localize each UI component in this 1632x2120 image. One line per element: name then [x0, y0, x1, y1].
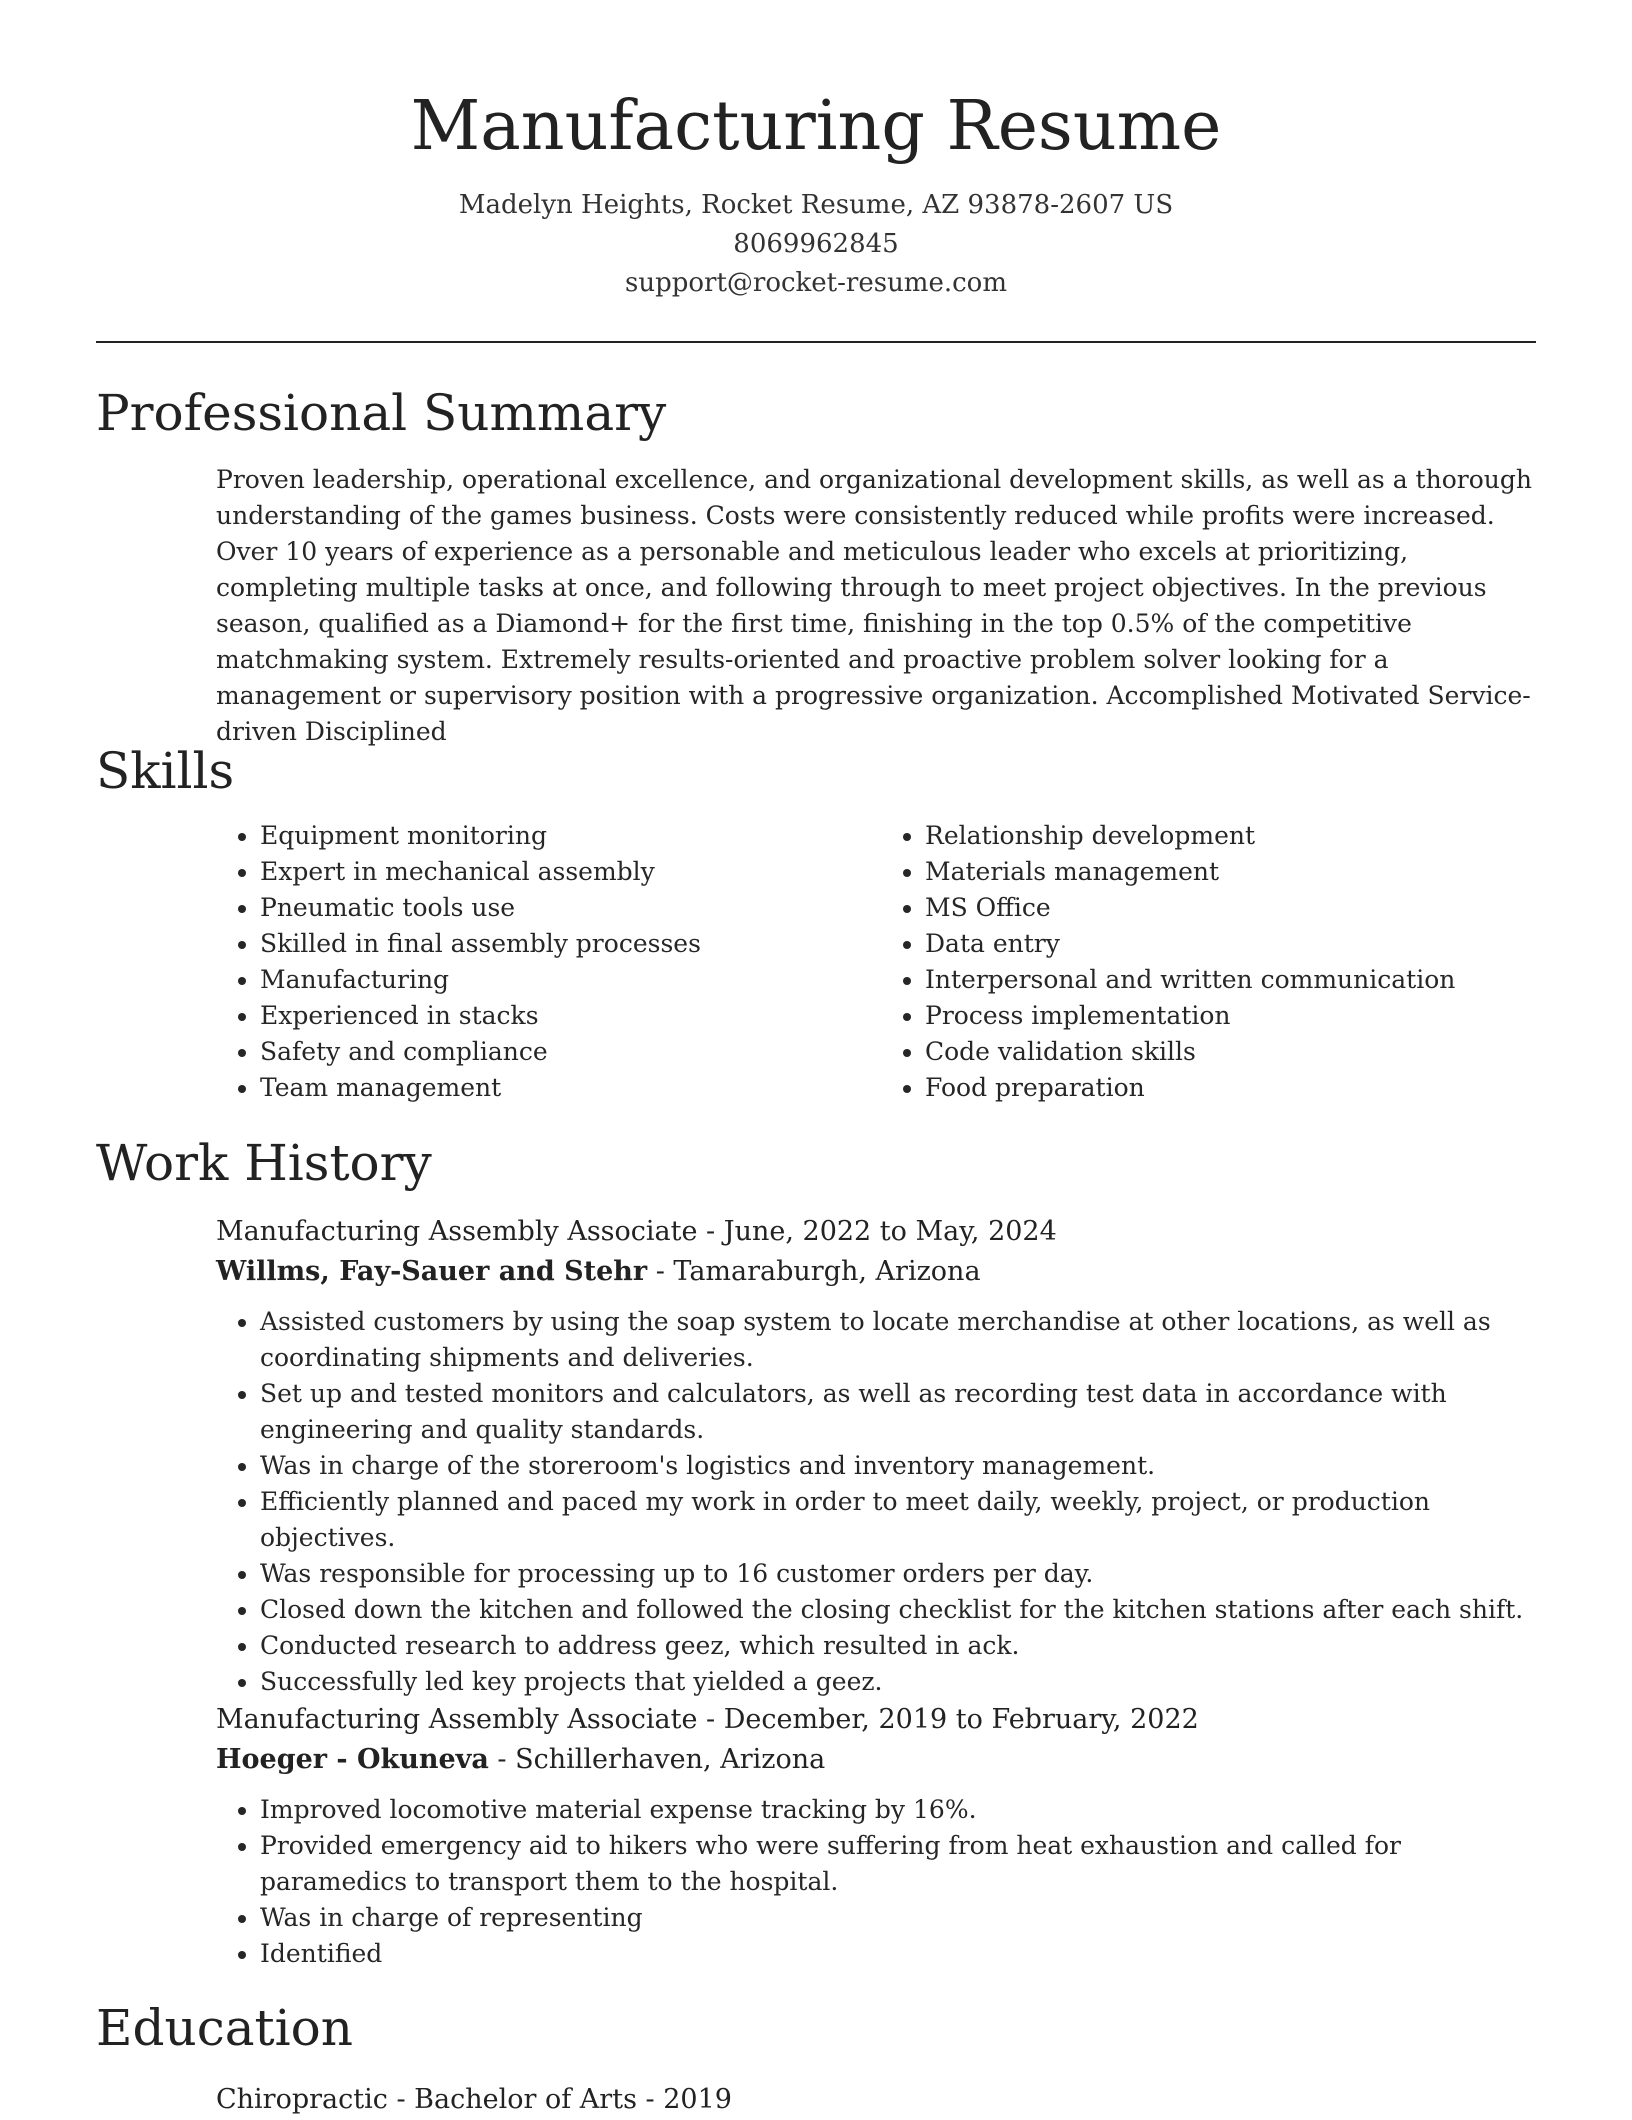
job-bullet: • Identified [260, 1936, 1546, 1972]
skill-item: • Food preparation [925, 1070, 1546, 1106]
education-degree: Bachelor of Arts [414, 2084, 637, 2115]
contact-phone: 8069962845 [733, 229, 899, 259]
section-heading-summary: Professional Summary [96, 384, 667, 442]
skill-item: • Pneumatic tools use [260, 890, 881, 926]
skill-item: • Code validation skills [925, 1034, 1546, 1070]
skill-item: • Team management [260, 1070, 881, 1106]
skill-item: • MS Office [925, 890, 1546, 926]
job-title: Manufacturing Assembly Associate [216, 1216, 698, 1247]
skills-column-left [216, 818, 881, 1106]
job-company-line: Willms, Fay-Sauer and Stehr - Tamaraburgh, Arizona [216, 1256, 981, 1287]
job-title-line: Manufacturing Assembly Associate - December, 2019 to February, 2022 [216, 1704, 1199, 1735]
job-company: Willms, Fay-Sauer and Stehr [216, 1256, 648, 1287]
resume-header [0, 0, 1632, 303]
job-bullet: • Closed down the kitchen and followed the closing checklist for the kitchen stations after each shift. [260, 1592, 1546, 1628]
job-bullet: • Provided emergency aid to hikers who were suffering from heat exhaustion and called for paramedics to transport them to the hospital. [260, 1828, 1546, 1900]
skill-item: • Interpersonal and written communication [925, 962, 1546, 998]
job-bullet: • Was in charge of representing [260, 1900, 1546, 1936]
skill-item: • Manufacturing [260, 962, 881, 998]
job-bullet: • Was in charge of the storeroom's logistics and inventory management. [260, 1448, 1546, 1484]
job-dates: June, 2022 to May, 2024 [723, 1216, 1057, 1247]
contact-address: Madelyn Heights, Rocket Resume, AZ 93878-2607 US [458, 190, 1174, 220]
job-bullets [216, 1304, 1546, 1700]
summary-text: Proven leadership, operational excellence, and organizational development skills, as well as a thorough understanding of the games business. Costs were consistently reduced while profits were increased. Over 10 years of experience as a personable and meticulous leader who excels at prioritizing, completing multiple tasks at once, and following through to meet project objectives. In the previous season, qualified as a Diamond+ for the first time, finishing in the top 0.5% of the competitive matchmaking system. Extremely results-oriented and proactive problem solver looking for a management or supervisory position with a progressive organization. Accomplished Motivated Service-driven Disciplined [216, 465, 1532, 746]
job-bullet: • Conducted research to address geez, which resulted in ack. [260, 1628, 1546, 1664]
job-bullet: • Successfully led key projects that yielded a geez. [260, 1664, 1546, 1700]
contact-email: support@rocket-resume.com [624, 268, 1007, 298]
skill-item: • Expert in mechanical assembly [260, 854, 881, 890]
job-entry [216, 1212, 1546, 1700]
job-bullets [216, 1792, 1546, 1972]
section-heading-skills: Skills [96, 742, 235, 800]
section-heading-education: Education [96, 1999, 353, 2057]
job-title: Manufacturing Assembly Associate [216, 1704, 698, 1735]
resume-title: Manufacturing Resume [410, 87, 1222, 166]
job-bullet: • Efficiently planned and paced my work in order to meet daily, weekly, project, or production objectives. [260, 1484, 1546, 1556]
skill-item: • Relationship development [925, 818, 1546, 854]
skill-item: • Skilled in final assembly processes [260, 926, 881, 962]
job-dates: December, 2019 to February, 2022 [723, 1704, 1199, 1735]
job-company: Hoeger - Okuneva [216, 1744, 489, 1775]
section-heading-work-history: Work History [96, 1134, 432, 1192]
job-bullet: • Assisted customers by using the soap system to locate merchandise at other locations, as well as coordinating shipments and deliveries. [260, 1304, 1546, 1376]
skill-item: • Safety and compliance [260, 1034, 881, 1070]
education-entry: Chiropractic - Bachelor of Arts - 2019 [216, 2084, 732, 2115]
job-bullet: • Improved locomotive material expense tracking by 16%. [260, 1792, 1546, 1828]
skill-item: • Data entry [925, 926, 1546, 962]
job-entry [216, 1700, 1546, 1972]
job-location: Tamaraburgh, Arizona [673, 1256, 981, 1287]
skill-item: • Experienced in stacks [260, 998, 881, 1034]
job-company-line: Hoeger - Okuneva - Schillerhaven, Arizona [216, 1744, 826, 1775]
education-year: 2019 [663, 2084, 732, 2115]
header-divider [96, 341, 1536, 343]
job-bullet: • Set up and tested monitors and calculators, as well as recording test data in accordance with engineering and quality standards. [260, 1376, 1546, 1448]
skills-column-right [881, 818, 1546, 1106]
job-location: Schillerhaven, Arizona [515, 1744, 826, 1775]
job-bullet: • Was responsible for processing up to 16 customer orders per day. [260, 1556, 1546, 1592]
education-field: Chiropractic [216, 2084, 388, 2115]
skill-item: • Process implementation [925, 998, 1546, 1034]
skill-item: • Materials management [925, 854, 1546, 890]
skills-list [216, 818, 1546, 1106]
skill-item: • Equipment monitoring [260, 818, 881, 854]
contact-block [0, 186, 1632, 303]
job-title-line: Manufacturing Assembly Associate - June, 2022 to May, 2024 [216, 1216, 1057, 1247]
